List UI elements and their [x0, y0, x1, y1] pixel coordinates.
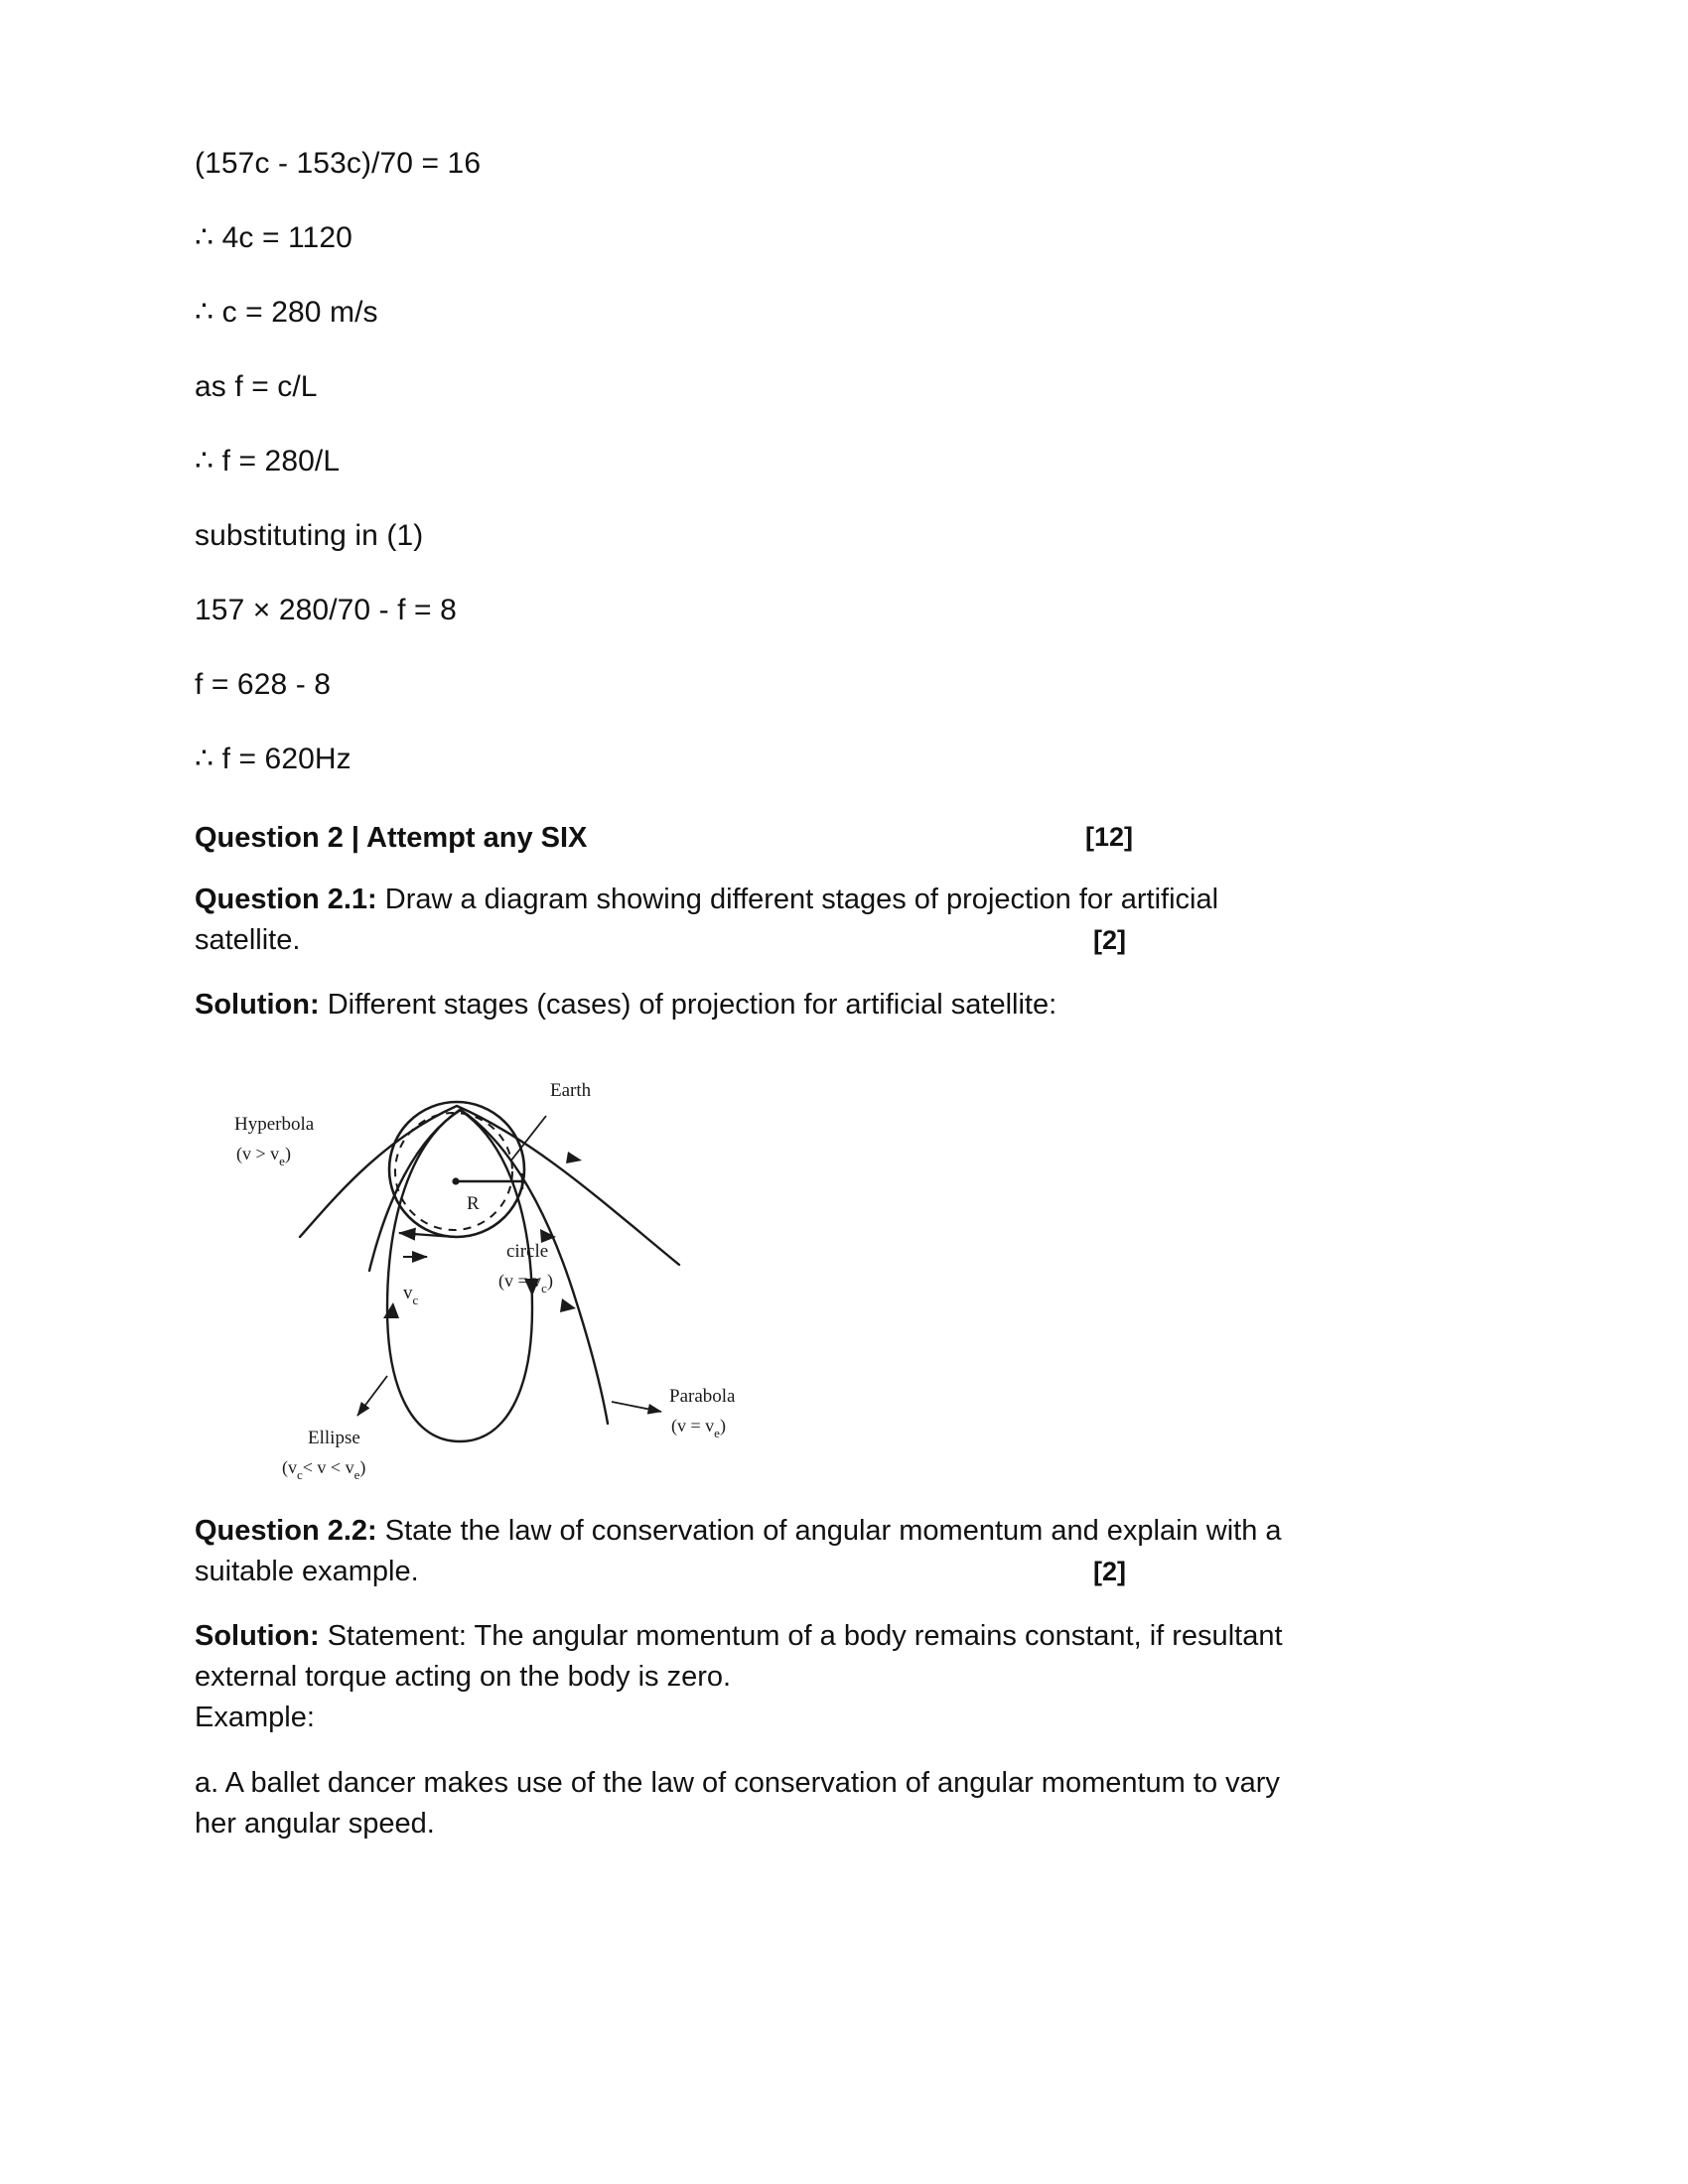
example-a-line1: a. A ballet dancer makes use of the law of conservation of angular momentum to vary [195, 1766, 1280, 1799]
equation-line-3: ∴ c = 280 m/s [195, 296, 378, 329]
circle-label: circle [506, 1240, 549, 1262]
question-2-marks: [12] [1085, 822, 1134, 852]
hyperbola-direction-arrow [566, 1152, 582, 1163]
solution-2-2-line1: Statement: The angular momentum of a body remains constant, if resultant [327, 1620, 1283, 1652]
question-2-2-text-line1: State the law of conservation of angular momentum and explain with a [384, 1514, 1282, 1547]
equation-line-9: ∴ f = 620Hz [195, 743, 352, 775]
equation-line-1: (157c - 153c)/70 = 16 [195, 147, 482, 180]
earth-outline [389, 1102, 524, 1237]
parabola-label: Parabola [669, 1385, 736, 1407]
parabola-condition: $(v = v_e)$ [671, 1415, 726, 1440]
solution-text-2-1: Different stages (cases) of projection for artificial satellite: [327, 989, 1057, 1022]
question-2-1-label: Question 2.1: [195, 884, 377, 916]
question-2-1-marks: [2] [1093, 925, 1126, 956]
question-2-2 [195, 1511, 1436, 1592]
question-2-1-text-line1: Draw a diagram showing different stages of projection for artificial [384, 884, 1219, 916]
vc-label: $v_c$ [403, 1282, 419, 1307]
equation-line-2: ∴ 4c = 1120 [195, 221, 352, 254]
satellite-projection-figure [212, 1052, 848, 1489]
circle-condition: $(v = v_c)$ [498, 1270, 553, 1296]
hyperbola-label: Hyperbola [234, 1113, 315, 1135]
example-a-line2: her angular speed. [195, 1807, 435, 1840]
projection-stages-diagram [212, 1052, 828, 1489]
solution-2-2-line3: Example: [195, 1702, 315, 1734]
document-content [195, 149, 1436, 1844]
solution-label-2-1: Solution: [195, 989, 320, 1022]
solution-2-2-line2: external torque acting on the body is zero. [195, 1661, 732, 1694]
question-2-2-marks: [2] [1093, 1556, 1126, 1586]
parabola-leader-arrow [612, 1402, 661, 1412]
question-2-2-label: Question 2.2: [195, 1514, 377, 1547]
earth-label: Earth [550, 1079, 592, 1101]
solution-label-2-2: Solution: [195, 1620, 320, 1652]
question-2-2-solution [195, 1616, 1436, 1739]
ellipse-condition: $(v_c< v < v_e)$ [282, 1456, 366, 1482]
equation-line-8: f = 628 - 8 [195, 668, 332, 701]
question-2-1-solution [195, 985, 1436, 1025]
question-2-1 [195, 880, 1436, 961]
radius-label: R [467, 1192, 480, 1214]
question-2-1-text-line2: satellite. [195, 924, 301, 957]
equation-line-6: substituting in (1) [195, 519, 424, 552]
ellipse-leader-arrow [357, 1376, 387, 1416]
hyperbola-path [300, 1106, 679, 1265]
parabola-direction-arrow-2 [560, 1298, 576, 1312]
question-2-heading [195, 819, 1436, 858]
hyperbola-condition: $(v > v_e)$ [236, 1143, 291, 1168]
question-2-title: Question 2 | Attempt any SIX [195, 822, 588, 854]
example-a [195, 1763, 1436, 1844]
ellipse-label: Ellipse [308, 1427, 360, 1448]
equation-line-7: 157 × 280/70 - f = 8 [195, 594, 457, 626]
equation-line-5: ∴ f = 280/L [195, 445, 341, 478]
question-2-2-text-line2: suitable example. [195, 1555, 419, 1587]
ellipse-direction-arrow [383, 1302, 399, 1318]
equation-line-4: as f = c/L [195, 370, 318, 403]
